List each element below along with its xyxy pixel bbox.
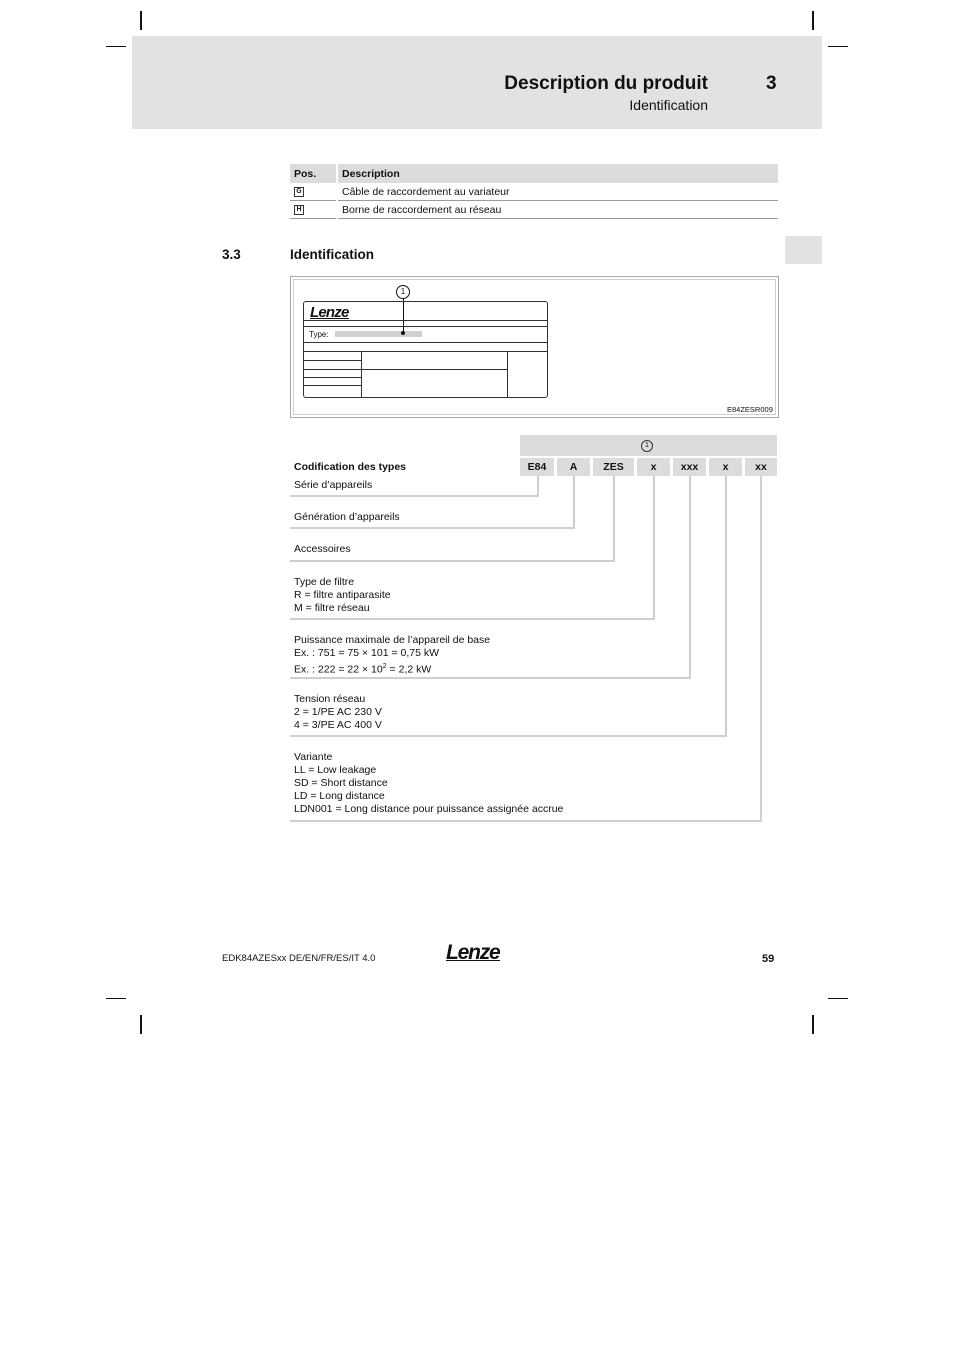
lenze-logo: Lenze xyxy=(310,304,349,321)
table-header-row xyxy=(290,164,778,183)
code-description: Génération d’appareils xyxy=(294,511,400,523)
leader-line xyxy=(573,476,575,528)
figure-reference: E84ZESR009 xyxy=(727,405,773,414)
crop-mark xyxy=(828,46,848,47)
code-description: Type de filtre R = filtre antiparasite M = filtre réseau xyxy=(294,576,391,614)
leader-line xyxy=(290,820,762,822)
position-description: Câble de raccordement au variateur xyxy=(337,183,778,201)
code-description: Tension réseau 2 = 1/PE AC 230 V 4 = 3/PE AC 400 V xyxy=(294,693,382,731)
leader-line xyxy=(689,476,691,678)
leader-line xyxy=(290,618,655,620)
document-id: EDK84AZESxx DE/EN/FR/ES/IT 4.0 xyxy=(222,953,376,964)
type-field xyxy=(335,331,422,337)
callout-marker: 1 xyxy=(396,285,410,299)
crop-mark xyxy=(828,998,848,999)
crop-mark xyxy=(812,1015,814,1034)
position-key-badge: G xyxy=(294,187,304,197)
code-description: Puissance maximale de l’appareil de base Ex. : 751 = 75 × 101 = 0,75 kW Ex. : $222 = 22 \times 10^2 = 2,2$ kW xyxy=(294,634,491,676)
column-header-description: Description xyxy=(337,164,778,183)
leader-line xyxy=(290,677,691,679)
type-code-title: Codification des types xyxy=(294,461,407,473)
code-segment: E84 xyxy=(520,458,554,476)
crop-mark xyxy=(140,11,142,30)
chapter-title: Description du produit xyxy=(504,73,708,94)
code-description: Accessoires xyxy=(294,543,351,555)
code-segment: x xyxy=(637,458,670,476)
table-row xyxy=(290,183,778,201)
column-header-pos: Pos. xyxy=(290,164,337,183)
callout-marker: 1 xyxy=(641,440,653,452)
lenze-logo: Lenze xyxy=(446,941,500,964)
position-table xyxy=(290,164,778,219)
nameplate xyxy=(303,301,548,398)
leader-line xyxy=(290,495,539,497)
chapter-side-tab xyxy=(785,236,822,264)
page-number: 59 xyxy=(762,953,775,965)
leader-line xyxy=(290,560,615,562)
header-band xyxy=(132,36,822,129)
crop-mark xyxy=(140,1015,142,1034)
crop-mark xyxy=(106,46,126,47)
leader-line xyxy=(725,476,727,736)
callout-anchor xyxy=(401,331,405,335)
section-number: 3.3 xyxy=(222,247,241,262)
code-description: Série d’appareils xyxy=(294,479,373,491)
code-segment: A xyxy=(557,458,590,476)
position-key-badge: H xyxy=(294,205,304,215)
code-segment: x xyxy=(709,458,742,476)
leader-line xyxy=(290,527,575,529)
leader-line xyxy=(613,476,615,561)
chapter-subtitle: Identification xyxy=(629,97,708,113)
code-segment: ZES xyxy=(593,458,634,476)
leader-line xyxy=(760,476,762,821)
leader-line xyxy=(537,476,539,496)
code-segment: xx xyxy=(745,458,777,476)
leader-line xyxy=(653,476,655,619)
code-description: Variante LL = Low leakage SD = Short distance LD = Long distance LDN001 = Long distance pour puissance assignée accrue xyxy=(294,751,564,815)
crop-mark xyxy=(106,998,126,999)
chapter-number: 3 xyxy=(766,73,777,94)
crop-mark xyxy=(812,11,814,30)
code-segment: xxx xyxy=(673,458,706,476)
table-row xyxy=(290,201,778,219)
position-description: Borne de raccordement au réseau xyxy=(337,201,778,219)
section-title: Identification xyxy=(290,247,374,262)
leader-line xyxy=(290,735,727,737)
type-label: Type: xyxy=(309,330,329,339)
